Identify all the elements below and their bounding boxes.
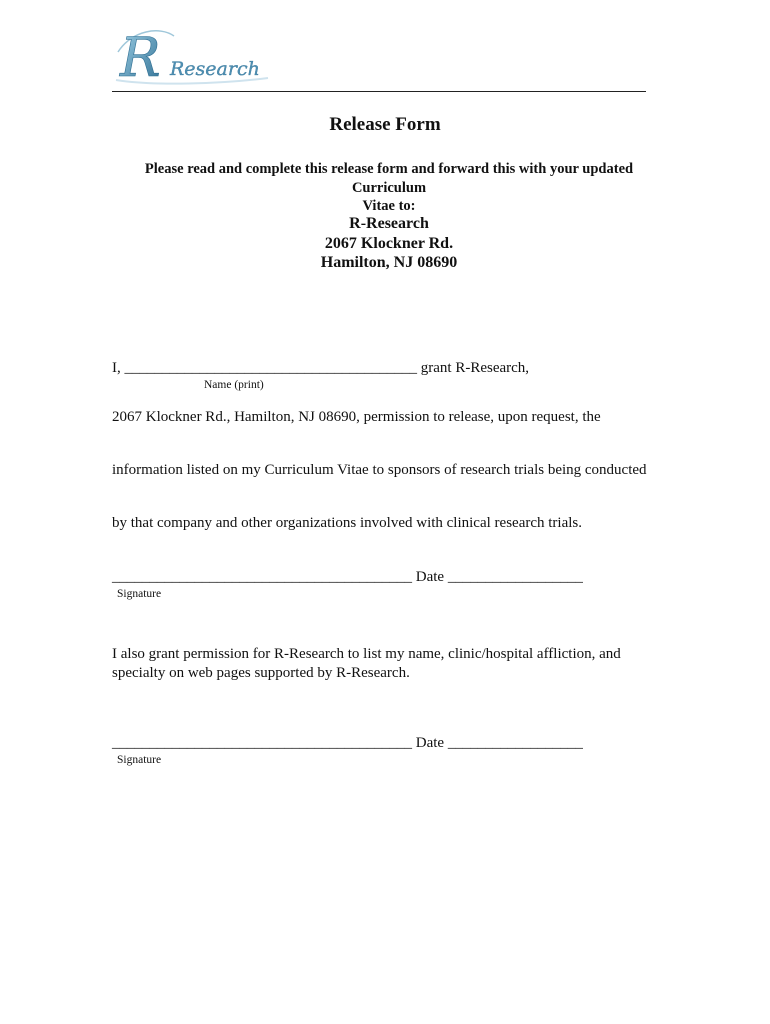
- signature-date-line-1: ________________________________________ Date __________________: [112, 569, 583, 585]
- logo-big-letter: R: [120, 26, 161, 88]
- grant-name-line: I, _______________________________________ grant R-Research,: [112, 360, 530, 376]
- r-research-logo: [112, 22, 272, 88]
- signature-caption-1: Signature: [117, 588, 162, 600]
- statement-line-3: information listed on my Curriculum Vitae to sponsors of research trials being conducted: [112, 462, 647, 478]
- permission-line-2: specialty on web pages supported by R-Research.: [112, 665, 410, 681]
- mailing-address: [112, 214, 666, 273]
- statement-line-2: 2067 Klockner Rd., Hamilton, NJ 08690, permission to release, upon request, the: [112, 409, 601, 425]
- signature-caption-2: Signature: [117, 754, 162, 766]
- address-street: 2067 Klockner Rd.: [324, 234, 454, 252]
- intro-line-2: Curriculum: [351, 179, 427, 196]
- name-print-caption: Name (print): [204, 379, 264, 391]
- logo-graphic: [112, 22, 272, 88]
- address-city: Hamilton, NJ 08690: [320, 254, 458, 271]
- intro-line-1: Please read and complete this release form and forward this with your updated: [144, 161, 634, 177]
- address-name: R-Research: [349, 215, 429, 232]
- intro-line-3: Vitae to:: [362, 198, 416, 214]
- permission-line-1: I also grant permission for R-Research to list my name, clinic/hospital affliction, and: [112, 646, 621, 662]
- logo-wordmark: Research: [170, 58, 260, 80]
- signature-date-line-2: ________________________________________ Date __________________: [112, 735, 583, 751]
- intro-text: [112, 160, 666, 216]
- header-rule: [112, 91, 646, 92]
- statement-line-4: by that company and other organizations involved with clinical research trials.: [112, 515, 582, 531]
- page-title: Release Form: [329, 114, 441, 135]
